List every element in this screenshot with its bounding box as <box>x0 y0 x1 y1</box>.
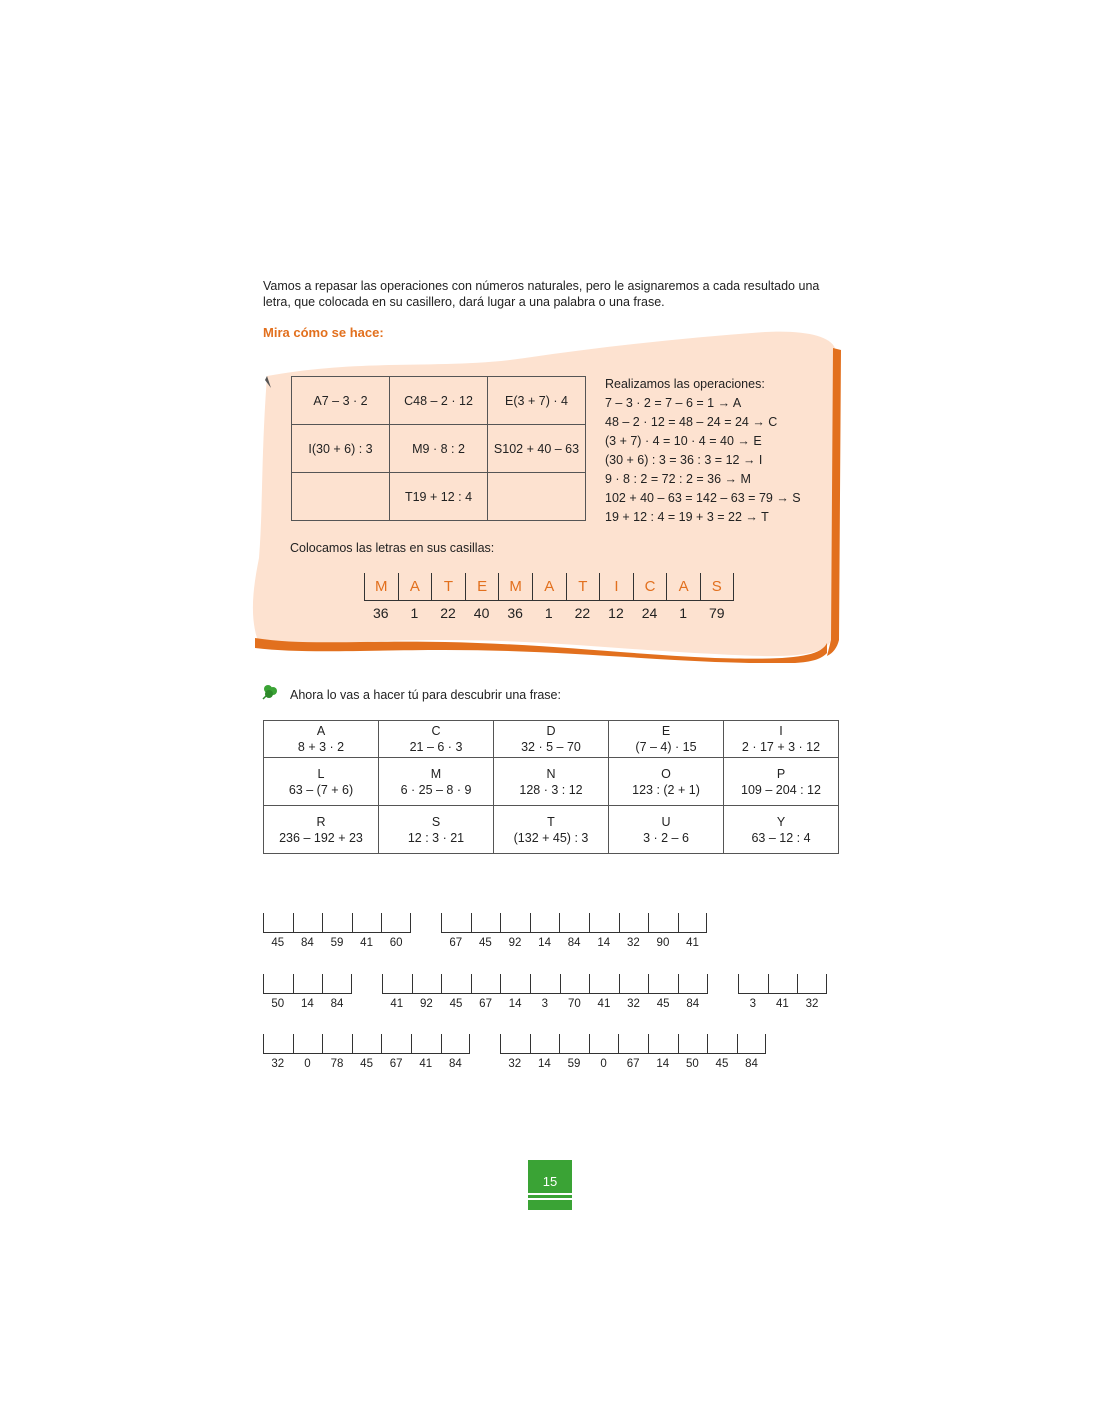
cell-expression: (132 + 45) : 3 <box>513 830 589 845</box>
puzzle-number: 92 <box>508 937 522 949</box>
puzzle-word <box>382 974 708 1010</box>
puzzle-word <box>263 1034 470 1070</box>
puzzle-word <box>500 1034 766 1070</box>
answer-box[interactable] <box>559 913 589 933</box>
answer-box[interactable] <box>737 1034 767 1054</box>
page-number-badge <box>528 1160 572 1210</box>
puzzle-number: 45 <box>360 1058 373 1070</box>
puzzle-number: 14 <box>538 937 551 949</box>
answer-box[interactable] <box>500 913 530 933</box>
operation-cell <box>379 721 494 758</box>
cell-letter: T <box>547 814 555 829</box>
puzzle-number: 32 <box>805 998 819 1010</box>
answer-box[interactable] <box>382 974 412 994</box>
word-number: 1 <box>679 605 688 621</box>
word-letter-box: T <box>431 573 465 600</box>
cell-expression: 21 – 6 · 3 <box>409 740 463 754</box>
cell-expression: 9 · 8 : 2 <box>422 441 465 456</box>
puzzle-number: 14 <box>300 998 314 1010</box>
puzzle-number: 59 <box>567 1058 581 1070</box>
puzzle-number: 67 <box>389 1058 403 1070</box>
operation-line: (30 + 6) : 3 = 36 : 3 = 12 → I <box>605 453 763 467</box>
cell-expression: 102 + 40 – 63 <box>502 441 580 456</box>
puzzle-number: 32 <box>508 1058 522 1070</box>
puzzle-number: 60 <box>389 937 403 949</box>
cell-expression: 109 – 204 : 12 <box>741 782 821 797</box>
answer-box[interactable] <box>619 974 649 994</box>
operation-cell <box>264 721 379 758</box>
puzzle-number: 67 <box>479 998 492 1010</box>
intro-line-1: Vamos a repasar las operaciones con números naturales, pero le asignaremos a cada resultado una <box>263 279 820 293</box>
cell-letter: Y <box>776 814 786 829</box>
word-number-row <box>364 605 734 621</box>
puzzle-number: 50 <box>685 1058 699 1070</box>
operation-line: 19 + 12 : 4 = 19 + 3 = 22 → T <box>605 510 769 524</box>
answer-box[interactable] <box>293 913 323 933</box>
cell-expression: 3 · 2 – 6 <box>643 830 689 845</box>
answer-box[interactable] <box>738 974 768 994</box>
word-letter-boxes <box>364 573 734 601</box>
operation-cell <box>724 806 839 854</box>
puzzle-number: 32 <box>271 1058 285 1070</box>
puzzle-number: 0 <box>304 1058 311 1070</box>
cell-expression: (7 – 4) · 15 <box>635 740 697 754</box>
cell-letter: C <box>431 724 441 738</box>
cell-expression: 7 – 3 · 2 <box>321 393 368 408</box>
word-number: 79 <box>708 605 725 621</box>
operation-cell <box>379 758 494 806</box>
puzzle-number: 3 <box>749 998 756 1010</box>
operation-line: 9 · 8 : 2 = 72 : 2 = 36 → M <box>605 472 751 486</box>
operations-solution <box>605 375 801 527</box>
cell-expression: 123 : (2 + 1) <box>632 782 700 797</box>
puzzle-number: 41 <box>390 998 404 1010</box>
answer-box[interactable] <box>678 913 708 933</box>
word-number: 12 <box>608 605 624 621</box>
cell-letter: D <box>546 724 556 738</box>
puzzle-number: 14 <box>508 998 522 1010</box>
operation-cell <box>724 758 839 806</box>
word-letter-box: A <box>666 573 700 600</box>
answer-box[interactable] <box>352 1034 382 1054</box>
word-number: 36 <box>507 605 523 621</box>
word-number: 24 <box>641 605 658 621</box>
puzzle-number: 78 <box>330 1058 344 1070</box>
cell-expression: 12 : 3 · 21 <box>407 830 465 845</box>
answer-box[interactable] <box>530 974 560 994</box>
cell-letter: M <box>430 766 442 781</box>
answer-box[interactable] <box>768 974 798 994</box>
operation-cell <box>494 721 609 758</box>
answer-box[interactable] <box>381 913 411 933</box>
cell-letter: T <box>404 489 413 504</box>
answer-box[interactable] <box>411 1034 441 1054</box>
word-letter-box: M <box>364 573 398 600</box>
cell-expression: (3 + 7) · 4 <box>513 393 568 408</box>
word-letter-box: A <box>532 573 566 600</box>
cell-letter: S <box>493 441 503 456</box>
colocamos-text: Colocamos las letras en sus casillas: <box>290 541 495 555</box>
puzzle-number: 67 <box>626 1058 640 1070</box>
answer-box[interactable] <box>589 913 619 933</box>
cell-letter: A <box>313 393 322 408</box>
puzzle-number: 32 <box>627 998 640 1010</box>
operation-cell <box>488 377 586 425</box>
answer-box[interactable] <box>589 974 619 994</box>
puzzle-number: 67 <box>449 937 463 949</box>
answer-box[interactable] <box>589 1034 619 1054</box>
operation-cell <box>292 377 390 425</box>
cell-letter: C <box>404 393 414 408</box>
puzzle-number: 84 <box>448 1058 462 1070</box>
answer-box[interactable] <box>500 974 530 994</box>
puzzle-number: 84 <box>330 998 344 1010</box>
word-number: 22 <box>574 605 591 621</box>
puzzle-number: 84 <box>686 998 700 1010</box>
operation-line: 48 – 2 · 12 = 48 – 24 = 24 → C <box>605 415 778 429</box>
operation-cell <box>292 473 390 521</box>
puzzle-number: 45 <box>715 1058 729 1070</box>
puzzle-number: 90 <box>656 937 670 949</box>
operation-cell <box>488 425 586 473</box>
cell-letter: M <box>412 441 423 456</box>
cell-expression: 48 – 2 · 12 <box>413 393 473 408</box>
operation-line: (3 + 7) · 4 = 10 · 4 = 40 → E <box>605 434 762 448</box>
puzzle-number: 41 <box>775 998 789 1010</box>
puzzle-number: 14 <box>656 1058 670 1070</box>
cell-expression: 63 – 12 : 4 <box>751 830 811 845</box>
answer-box[interactable] <box>618 1034 648 1054</box>
answer-box[interactable] <box>441 913 471 933</box>
answer-box[interactable] <box>263 974 293 994</box>
word-letter-box: A <box>398 573 432 600</box>
operation-cell <box>379 806 494 854</box>
cell-expression: 32 · 5 – 70 <box>521 740 581 754</box>
word-number: 1 <box>410 605 419 621</box>
operation-cell <box>609 806 724 854</box>
puzzle-number: 45 <box>478 937 492 949</box>
cell-expression: 8 + 3 · 2 <box>297 740 345 754</box>
operations-title: Realizamos las operaciones: <box>605 377 765 391</box>
word-number: 36 <box>373 605 389 621</box>
answer-box[interactable] <box>648 1034 678 1054</box>
answer-box[interactable] <box>352 913 382 933</box>
operation-cell <box>494 758 609 806</box>
cell-expression: 19 + 12 : 4 <box>412 489 473 504</box>
word-number: 40 <box>473 605 490 621</box>
operation-cell <box>390 473 488 521</box>
exercise-operations-table <box>263 720 839 854</box>
intro-line-2: letra, que colocada en su casillero, dará lugar a una palabra o una frase. <box>263 295 665 309</box>
answer-box[interactable] <box>381 1034 411 1054</box>
puzzle-number: 70 <box>567 998 581 1010</box>
puzzle-number: 14 <box>537 1058 551 1070</box>
answer-box[interactable] <box>559 1034 589 1054</box>
cell-expression: 63 – (7 + 6) <box>288 782 354 797</box>
answer-box[interactable] <box>471 974 501 994</box>
operation-cell <box>264 806 379 854</box>
puzzle-number: 92 <box>419 998 433 1010</box>
answer-box[interactable] <box>797 974 827 994</box>
operation-line: 7 – 3 · 2 = 7 – 6 = 1 → A <box>605 396 742 410</box>
answer-box[interactable] <box>412 974 442 994</box>
cell-letter: E <box>661 724 671 738</box>
answer-box[interactable] <box>500 1034 530 1054</box>
operation-cell <box>494 806 609 854</box>
puzzle-number: 84 <box>567 937 581 949</box>
puzzle-number: 41 <box>419 1058 433 1070</box>
example-subtitle: Mira cómo se hace: <box>263 325 384 340</box>
answer-box[interactable] <box>648 974 678 994</box>
answer-box[interactable] <box>441 1034 471 1054</box>
cell-letter: P <box>776 766 786 781</box>
puzzle-number: 3 <box>541 998 548 1010</box>
answer-box[interactable] <box>707 1034 737 1054</box>
clover-icon <box>262 684 278 700</box>
page-number: 15 <box>542 1174 558 1189</box>
answer-box[interactable] <box>471 913 501 933</box>
answer-box[interactable] <box>293 1034 323 1054</box>
puzzle-number: 45 <box>449 998 463 1010</box>
operation-cell <box>390 377 488 425</box>
operation-cell <box>292 425 390 473</box>
cell-letter: A <box>316 724 326 738</box>
answer-box[interactable] <box>530 913 560 933</box>
word-letter-box: M <box>498 573 532 600</box>
word-number: 22 <box>440 605 456 621</box>
word-letter-box: C <box>633 573 667 600</box>
cell-letter: R <box>316 814 326 829</box>
answer-box[interactable] <box>322 1034 352 1054</box>
operation-cell <box>390 425 488 473</box>
puzzle-number: 41 <box>360 937 373 949</box>
operation-cell <box>609 721 724 758</box>
cell-letter: E <box>505 393 514 408</box>
word-letter-box: S <box>700 573 734 600</box>
cell-letter: U <box>661 814 671 829</box>
cell-expression: 236 – 192 + 23 <box>279 830 363 845</box>
exercise-prompt: Ahora lo vas a hacer tú para descubrir una frase: <box>290 688 561 702</box>
operation-cell <box>724 721 839 758</box>
answer-box[interactable] <box>263 913 293 933</box>
answer-box[interactable] <box>560 974 590 994</box>
cell-expression: 2 · 17 + 3 · 12 <box>741 740 821 754</box>
cell-letter: I <box>308 441 312 456</box>
answer-box[interactable] <box>678 1034 708 1054</box>
cell-letter: S <box>431 814 441 829</box>
cell-letter: L <box>317 766 325 781</box>
cell-expression: 128 · 3 : 12 <box>519 782 583 797</box>
answer-box[interactable] <box>648 913 678 933</box>
word-letter-box: I <box>599 573 633 600</box>
intro-text <box>263 278 843 310</box>
puzzle-number: 41 <box>597 998 611 1010</box>
operation-cell <box>264 758 379 806</box>
puzzle-word <box>263 913 411 949</box>
answer-box[interactable] <box>678 974 708 994</box>
word-letter-box: E <box>465 573 499 600</box>
puzzle-number: 84 <box>300 937 314 949</box>
answer-box[interactable] <box>530 1034 560 1054</box>
puzzle-word <box>738 974 827 1010</box>
puzzle-word <box>263 974 352 1010</box>
puzzle-number: 84 <box>745 1058 758 1070</box>
puzzle-number: 45 <box>656 998 670 1010</box>
puzzle-number: 41 <box>686 937 699 949</box>
answer-box[interactable] <box>619 913 649 933</box>
puzzle-number: 45 <box>271 937 285 949</box>
puzzle-number: 14 <box>597 937 611 949</box>
answer-box[interactable] <box>322 974 352 994</box>
puzzle-number: 59 <box>330 937 344 949</box>
answer-box[interactable] <box>441 974 471 994</box>
cell-expression: (30 + 6) : 3 <box>311 441 373 456</box>
operation-line: 102 + 40 – 63 = 142 – 63 = 79 → S <box>605 491 801 505</box>
example-operations-table <box>291 376 586 521</box>
puzzle-word <box>441 913 707 949</box>
cell-letter: N <box>546 766 556 781</box>
puzzle-number: 50 <box>271 998 285 1010</box>
word-letter-box: T <box>566 573 600 600</box>
puzzle-number: 32 <box>626 937 640 949</box>
answer-box[interactable] <box>263 1034 293 1054</box>
puzzle-number: 0 <box>600 1058 607 1070</box>
cell-letter: I <box>779 724 783 738</box>
cell-expression: 6 · 25 – 8 · 9 <box>400 782 472 797</box>
word-number: 1 <box>544 605 553 621</box>
cell-letter: O <box>661 766 671 781</box>
answer-box[interactable] <box>293 974 323 994</box>
operation-cell <box>609 758 724 806</box>
operation-cell <box>488 473 586 521</box>
answer-box[interactable] <box>322 913 352 933</box>
